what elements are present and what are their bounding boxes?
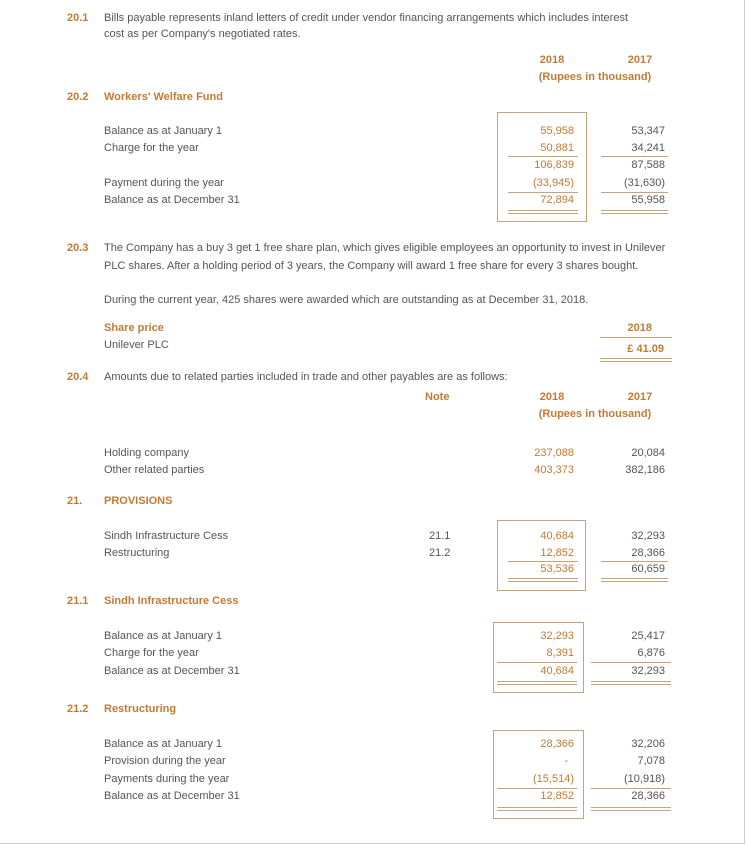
share-price-label: Share price bbox=[104, 322, 164, 334]
value-2017: 34,241 bbox=[631, 142, 665, 154]
value-2017: 53,347 bbox=[631, 125, 665, 137]
row-label: Balance as at January 1 bbox=[104, 738, 223, 750]
value-2018: (33,945) bbox=[533, 177, 574, 189]
row-label: Charge for the year bbox=[104, 647, 199, 659]
column-header-2018: 2018 bbox=[539, 54, 565, 66]
value-2017: 55,958 bbox=[631, 194, 665, 206]
company-label: Unilever PLC bbox=[104, 339, 169, 351]
value-2017: (10,918) bbox=[624, 773, 665, 785]
column-header-2017: 2017 bbox=[627, 391, 653, 403]
subtotal-line bbox=[508, 156, 578, 157]
unit-label: (Rupees in thousand) bbox=[538, 408, 652, 420]
row-label: Provision during the year bbox=[104, 755, 226, 767]
row-label: Sindh Infrastructure Cess bbox=[104, 530, 229, 542]
note-text: PLC shares. After a holding period of 3 years, the Company will award 1 free share for every 3 shares bought. bbox=[104, 260, 639, 272]
value-2017: 32,293 bbox=[631, 530, 665, 542]
value-2017: 28,366 bbox=[631, 790, 665, 802]
total-double-line bbox=[601, 210, 668, 214]
total-double-line bbox=[508, 210, 578, 214]
note-text: The Company has a buy 3 get 1 free share plan, which gives eligible employees an opportunity to invest in Unilever bbox=[104, 242, 666, 254]
value-2018: 40,684 bbox=[540, 530, 574, 542]
value-2018: (15,514) bbox=[533, 773, 574, 785]
value-2018: 237,088 bbox=[534, 447, 574, 459]
subtotal-line bbox=[497, 788, 577, 789]
section-title: Workers' Welfare Fund bbox=[104, 91, 223, 103]
subtotal-line bbox=[497, 662, 577, 663]
value-2017: 7,078 bbox=[637, 755, 665, 767]
value-2018: 106,839 bbox=[534, 159, 574, 171]
value-2017: 382,186 bbox=[625, 464, 665, 476]
note-number: 20.3 bbox=[67, 242, 89, 254]
total-double-line bbox=[508, 578, 578, 582]
note-text: Amounts due to related parties included in trade and other payables are as follows: bbox=[104, 371, 508, 383]
row-label: Balance as at January 1 bbox=[104, 630, 223, 642]
section-title: PROVISIONS bbox=[104, 495, 173, 507]
value-2018: 32,293 bbox=[540, 630, 574, 642]
row-label: Payments during the year bbox=[104, 773, 230, 785]
value-2018: 40,684 bbox=[540, 665, 574, 677]
note-number: 21. bbox=[67, 495, 83, 507]
note-column-header: Note bbox=[425, 391, 450, 403]
value-2017: 87,588 bbox=[631, 159, 665, 171]
section-title: Sindh Infrastructure Cess bbox=[104, 595, 239, 607]
row-label: Balance as at December 31 bbox=[104, 194, 240, 206]
row-label: Balance as at December 31 bbox=[104, 665, 240, 677]
value-2018: 28,366 bbox=[540, 738, 574, 750]
row-label: Balance as at January 1 bbox=[104, 125, 223, 137]
total-double-line bbox=[601, 578, 668, 582]
subtotal-line bbox=[601, 156, 668, 157]
value-2017: 28,366 bbox=[631, 547, 665, 559]
unit-label: (Rupees in thousand) bbox=[538, 71, 652, 83]
note-number: 21.1 bbox=[67, 595, 89, 607]
note-reference: 21.1 bbox=[429, 530, 451, 542]
note-number: 21.2 bbox=[67, 703, 89, 715]
note-number: 20.4 bbox=[67, 371, 89, 383]
value-2018: 55,958 bbox=[540, 125, 574, 137]
subtotal-line bbox=[591, 788, 671, 789]
value-2018: 53,536 bbox=[540, 563, 574, 575]
value-2017: 60,659 bbox=[631, 563, 665, 575]
row-label: Other related parties bbox=[104, 464, 205, 476]
section-title: Restructuring bbox=[104, 703, 177, 715]
value-2017: (31,630) bbox=[624, 177, 665, 189]
value-2018: 12,852 bbox=[540, 790, 574, 802]
note-number: 20.2 bbox=[67, 91, 89, 103]
total-double-line bbox=[497, 681, 577, 685]
row-label: Restructuring bbox=[104, 547, 170, 559]
value-2017: 32,206 bbox=[631, 738, 665, 750]
subtotal-line bbox=[508, 561, 578, 562]
value-2018: - bbox=[564, 755, 568, 767]
total-double-line bbox=[600, 358, 672, 362]
share-price-year: 2018 bbox=[627, 322, 652, 334]
value-2018: 50,881 bbox=[540, 142, 574, 154]
value-2017: 25,417 bbox=[631, 630, 665, 642]
header-line bbox=[600, 337, 672, 338]
value-2017: 6,876 bbox=[637, 647, 665, 659]
subtotal-line bbox=[591, 662, 671, 663]
row-label: Holding company bbox=[104, 447, 189, 459]
note-text: cost as per Company's negotiated rates. bbox=[104, 28, 301, 40]
value-2018: 12,852 bbox=[540, 547, 574, 559]
row-label: Payment during the year bbox=[104, 177, 224, 189]
column-header-2018: 2018 bbox=[539, 391, 565, 403]
row-label: Balance as at December 31 bbox=[104, 790, 240, 802]
subtotal-line bbox=[601, 192, 668, 193]
total-double-line bbox=[497, 807, 577, 811]
value-2018: 72,894 bbox=[540, 194, 574, 206]
note-number: 20.1 bbox=[67, 12, 89, 24]
total-double-line bbox=[591, 807, 671, 811]
row-label: Charge for the year bbox=[104, 142, 199, 154]
subtotal-line bbox=[508, 192, 578, 193]
value-2017: 20,084 bbox=[631, 447, 665, 459]
total-double-line bbox=[591, 681, 671, 685]
note-reference: 21.2 bbox=[429, 547, 451, 559]
subtotal-line bbox=[601, 561, 668, 562]
note-text: During the current year, 425 shares were awarded which are outstanding as at December 31, 2018. bbox=[104, 294, 589, 306]
value-2018: 403,373 bbox=[534, 464, 574, 476]
value-2018: 8,391 bbox=[546, 647, 574, 659]
value-2017: 32,293 bbox=[631, 665, 665, 677]
note-text: Bills payable represents inland letters of credit under vendor financing arrangements which includes interest bbox=[104, 12, 629, 24]
share-price-value: £ 41.09 bbox=[627, 343, 664, 355]
column-header-2017: 2017 bbox=[627, 54, 653, 66]
